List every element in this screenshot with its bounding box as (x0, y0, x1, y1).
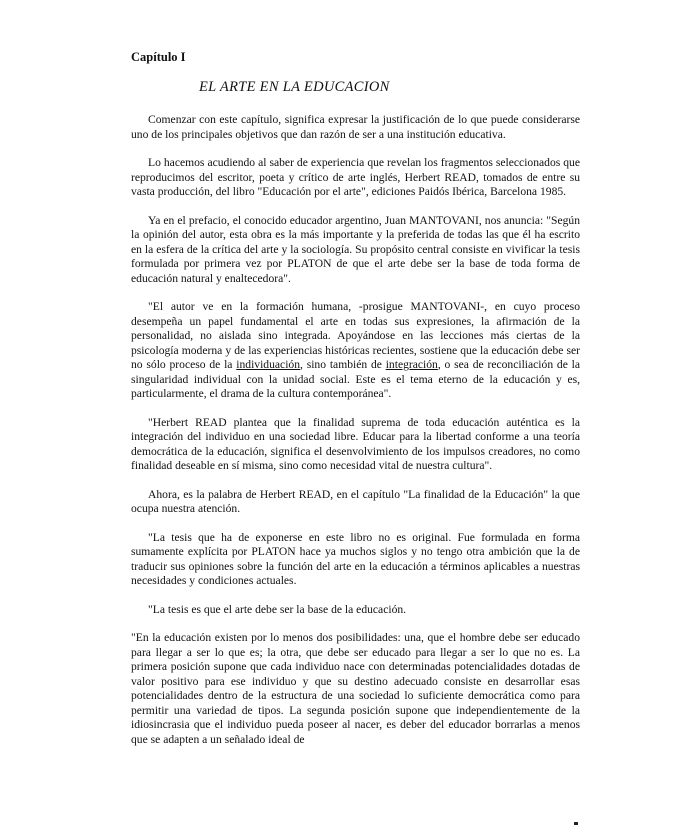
chapter-title: EL ARTE EN LA EDUCACION (199, 79, 390, 95)
paragraph-7: "La tesis que ha de exponerse en este libro no es original. Fue formulada en forma sumamente explícita por PLATON hace ya muchos siglos y no tengo otra ambición que la de traducir sus opiniones sobre la función del arte en la educación a términos aplicables a nuestras necesidades y condiciones actuales. (131, 530, 580, 587)
paragraph-4-text-b: , sino también de (300, 358, 386, 371)
page-corner-mark (574, 822, 578, 825)
underlined-term-individuacion: individuación (236, 358, 301, 371)
paragraph-1: Comenzar con este capítulo, significa expresar la justificación de lo que puede considerarse uno de los principales objetivos que dan razón de ser a una institución educativa. (131, 113, 580, 141)
document-page (131, 48, 580, 747)
paragraph-6: Ahora, es la palabra de Herbert READ, en el capítulo "La finalidad de la Educación" la que ocupa nuestra atención. (131, 487, 580, 515)
paragraph-9: "En la educación existen por lo menos dos posibilidades: una, que el hombre debe ser educado para llegar a ser lo que es; la otra, que debe ser educado para llegar a ser lo que no es. La primera posición supone que cada individuo nace con determinadas potencialidades dotadas de valor positivo para ese individuo y que su destino adecuado consiste en desarrollar esas potencialidades dentro de la estructura de una sociedad lo suficiente democrática como para permitir una variedad de tipos. La segunda posición supone que independientemente de la idiosincrasia que el individuo pueda poseer al nacer, es deber del educador borrarlas a menos que se adapten a un señalado ideal de (131, 631, 580, 746)
paragraph-8: "La tesis es que el arte debe ser la base de la educación. (148, 602, 407, 616)
paragraph-4-text-a: "El autor ve en la formación humana, -prosigue MANTOVANI-, en cuyo proceso desempeña un papel fundamental el arte en todas sus expresiones, la afirmación de la personalidad, no aislada sino integrada. Apoyándose en las lecciones más ciertas de la psicología moderna y de las experiencias históricas recientes, sostiene que la educación debe ser no sólo proceso de la (131, 300, 580, 371)
paragraph-5: "Herbert READ plantea que la finalidad suprema de toda educación auténtica es la integración del individuo en una sociedad libre. Educar para la libertad conforme a una teoría democrática de la educación, significa el desenvolvimiento de los impulsos creadores, no como finalidad deseable en sí misma, sino como necesidad vital de nuestra cultura". (131, 415, 580, 472)
paragraph-2: Lo hacemos acudiendo al saber de experiencia que revelan los fragmentos seleccionados que reproducimos del escritor, poeta y crítico de arte inglés, Herbert READ, tomados de entre su vasta producción, del libro "Educación por el arte", ediciones Paidós Ibérica, Barcelona 1985. (131, 156, 580, 198)
underlined-term-integracion: integración (385, 358, 438, 371)
paragraph-4-text-c: , o sea de reconciliación de la singularidad individual con la unidad social. Este es el tema eterno de la educación y es, particularmente, el drama de la cultura contemporánea". (131, 358, 581, 400)
chapter-label: Capítulo I (131, 50, 186, 64)
paragraph-3: Ya en el prefacio, el conocido educador argentino, Juan MANTOVANI, nos anuncia: "Según la opinión del autor, esta obra es la más importante y la preferida de todas las que él ha escrito en la esfera de la crítica del arte y la sociología. Su propósito central consiste en vivificar la tesis formulada por primera vez por PLATON de que el arte debe ser la base de toda forma de educación natural y enaltecedora". (131, 213, 580, 285)
paragraph-4 (131, 300, 580, 402)
